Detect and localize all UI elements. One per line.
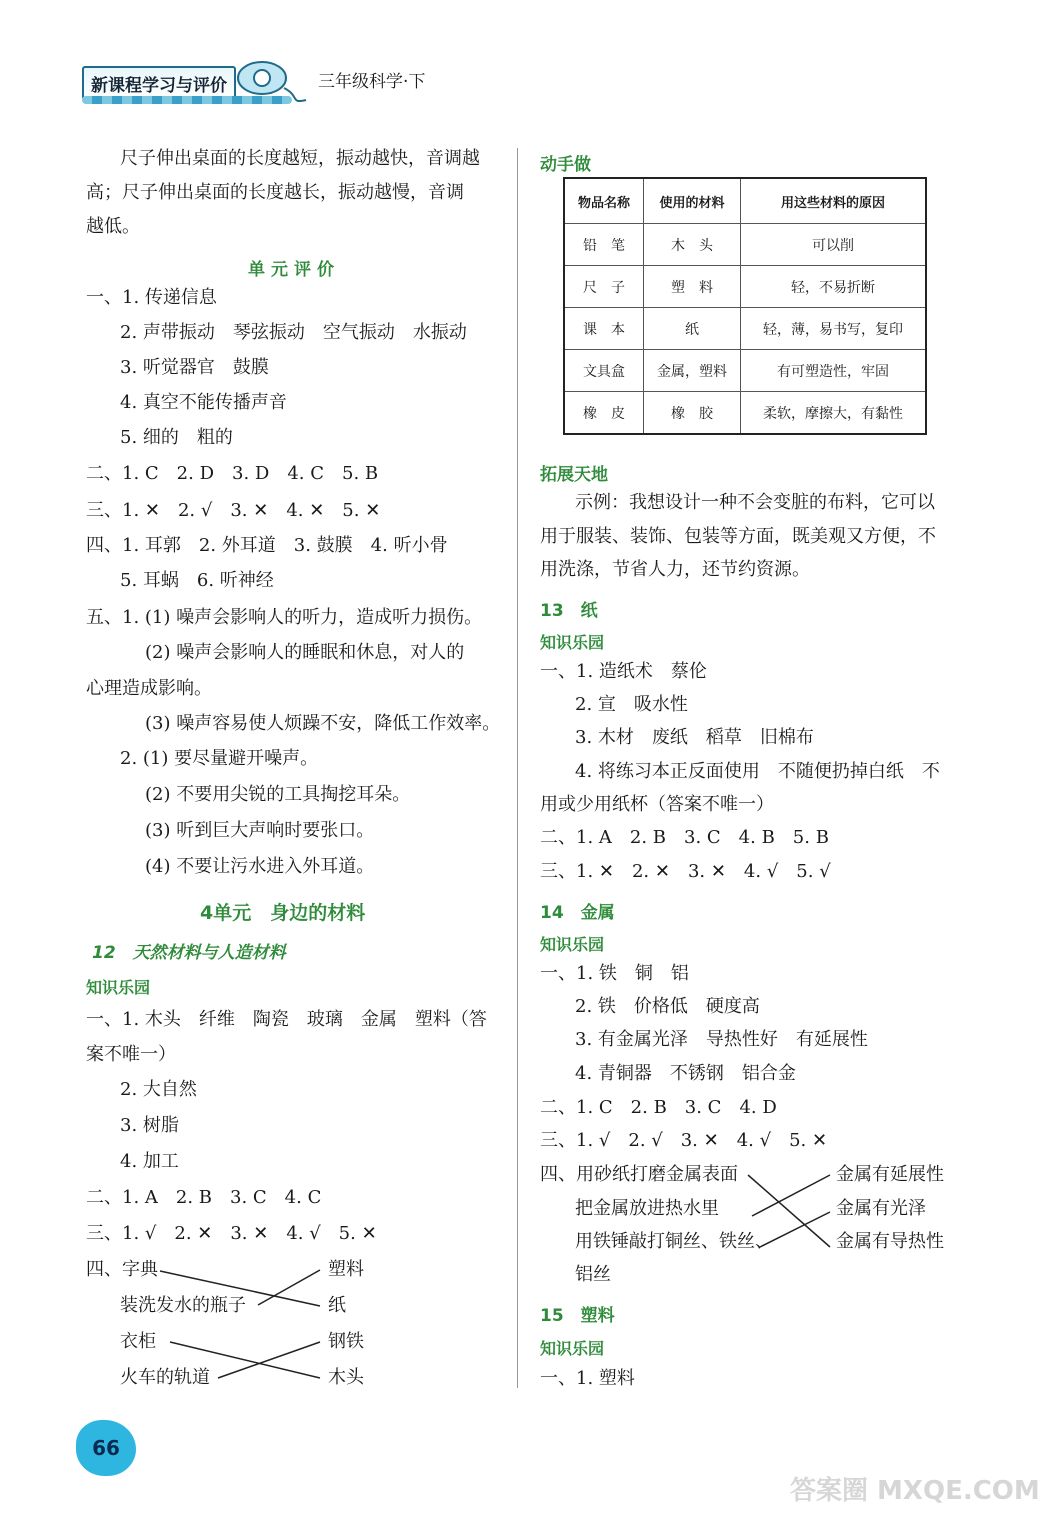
subheading-knowledge: 知识乐园 xyxy=(540,633,605,652)
table-cell: 尺 子 xyxy=(564,266,644,308)
answer-line: (4) 不要让污水进入外耳道。 xyxy=(145,856,375,877)
answer-line: 一、1. 木头 纤维 陶瓷 玻璃 金属 塑料（答 xyxy=(86,1009,487,1030)
match-right-item: 钢铁 xyxy=(328,1331,364,1352)
table-row xyxy=(564,392,926,435)
table-cell: 橡 皮 xyxy=(564,392,644,435)
table-header-cell: 用这些材料的原因 xyxy=(741,178,927,224)
answer-line: 三、1. ✕ 2. ✕ 3. ✕ 4. √ 5. √ xyxy=(540,861,831,882)
table-row xyxy=(564,224,926,266)
match-left-item: 把金属放进热水里 xyxy=(575,1198,719,1219)
table-cell: 塑 料 xyxy=(644,266,741,308)
match-left-item: 铝丝 xyxy=(575,1264,611,1285)
section-heading-unit-eval: 单元评价 xyxy=(248,260,340,280)
answer-line: 4. 将练习本正反面使用 不随便扔掉白纸 不 xyxy=(575,761,940,782)
answer-line: 5. 细的 粗的 xyxy=(120,427,233,448)
subheading-extend: 拓展天地 xyxy=(540,465,608,485)
table-cell: 轻，薄，易书写，复印 xyxy=(741,308,927,350)
table-cell: 柔软，摩擦大，有黏性 xyxy=(741,392,927,435)
answer-line: 3. 有金属光泽 导热性好 有延展性 xyxy=(575,1029,868,1050)
table-cell: 木 头 xyxy=(644,224,741,266)
answer-line: 案不唯一） xyxy=(86,1044,176,1065)
lesson-heading-13: 13 纸 xyxy=(540,601,598,621)
answer-line: (2) 不要用尖锐的工具掏挖耳朵。 xyxy=(145,784,411,805)
answer-line: 三、1. √ 2. √ 3. ✕ 4. √ 5. ✕ xyxy=(540,1130,828,1151)
answer-line: (3) 听到巨大声响时要张口。 xyxy=(145,820,375,841)
series-title: 新课程学习与评价 xyxy=(82,66,236,100)
paragraph-line: 越低。 xyxy=(86,216,140,237)
unit-heading: 4单元 身边的材料 xyxy=(200,902,366,924)
table-cell: 有可塑造性，牢固 xyxy=(741,350,927,392)
paragraph-line: 用于服装、装饰、包装等方面，既美观又方便，不 xyxy=(540,526,936,547)
page-number-badge: 66 xyxy=(76,1420,136,1476)
answer-line: 四、1. 耳郭 2. 外耳道 3. 鼓膜 4. 听小骨 xyxy=(86,535,448,556)
answer-line: 一、1. 传递信息 xyxy=(86,287,217,308)
match-right-item: 金属有延展性 xyxy=(836,1164,944,1185)
subheading-knowledge: 知识乐园 xyxy=(540,1339,605,1358)
answer-line: 二、1. C 2. D 3. D 4. C 5. B xyxy=(86,463,379,484)
answer-line: 一、1. 铁 铜 铝 xyxy=(540,963,689,984)
answer-line: 三、1. √ 2. ✕ 3. ✕ 4. √ 5. ✕ xyxy=(86,1223,377,1244)
paragraph-line: 尺子伸出桌面的长度越短，振动越快，音调越 xyxy=(120,148,480,169)
answer-line: 3. 木材 废纸 稻草 旧棉布 xyxy=(575,727,814,748)
match-left-item: 四、字典 xyxy=(86,1259,158,1280)
answer-line: 4. 真空不能传播声音 xyxy=(120,392,287,413)
answer-line: 4. 加工 xyxy=(120,1151,179,1172)
answer-line: 2. 铁 价格低 硬度高 xyxy=(575,996,760,1017)
watermark: 答案圈 MXQE.COM xyxy=(790,1476,1040,1506)
table-row xyxy=(564,350,926,392)
table-cell: 铅 笔 xyxy=(564,224,644,266)
match-left-item: 装洗发水的瓶子 xyxy=(120,1295,246,1316)
table-cell: 橡 胶 xyxy=(644,392,741,435)
answer-line: 2. 宣 吸水性 xyxy=(575,694,688,715)
answer-line: 2. 声带振动 琴弦振动 空气振动 水振动 xyxy=(120,322,467,343)
answer-line: (2) 噪声会影响人的睡眠和休息，对人的 xyxy=(145,642,465,663)
subheading-hands-on: 动手做 xyxy=(540,155,591,175)
match-right-item: 塑料 xyxy=(328,1259,364,1280)
table-header-row xyxy=(564,178,926,224)
table-cell: 文具盒 xyxy=(564,350,644,392)
lesson-heading-12: 12 天然材料与人造材料 xyxy=(92,943,286,963)
table-header-cell: 物品名称 xyxy=(564,178,644,224)
table-cell: 轻，不易折断 xyxy=(741,266,927,308)
answer-line: 五、1. (1) 噪声会影响人的听力，造成听力损伤。 xyxy=(86,607,483,628)
answer-line: 三、1. ✕ 2. √ 3. ✕ 4. ✕ 5. ✕ xyxy=(86,500,381,521)
answer-line: 3. 听觉器官 鼓膜 xyxy=(120,357,269,378)
answer-line: 二、1. A 2. B 3. C 4. B 5. B xyxy=(540,827,829,848)
table-row xyxy=(564,308,926,350)
match-left-item: 用铁锤敲打铜丝、铁丝、 xyxy=(575,1231,773,1252)
paragraph-line: 高；尺子伸出桌面的长度越长，振动越慢，音调 xyxy=(86,182,464,203)
table-cell: 金属，塑料 xyxy=(644,350,741,392)
match-left-item: 衣柜 xyxy=(120,1331,156,1352)
match-right-item: 纸 xyxy=(328,1295,346,1316)
table-cell: 纸 xyxy=(644,308,741,350)
answer-line: 2. 大自然 xyxy=(120,1079,197,1100)
materials-table xyxy=(563,177,927,435)
subheading-knowledge: 知识乐园 xyxy=(86,978,151,997)
answer-line: 2. (1) 要尽量避开噪声。 xyxy=(120,748,319,769)
subheading-knowledge: 知识乐园 xyxy=(540,935,605,954)
table-header-cell: 使用的材料 xyxy=(644,178,741,224)
match-right-item: 金属有光泽 xyxy=(836,1198,926,1219)
table-cell: 可以削 xyxy=(741,224,927,266)
match-right-item: 金属有导热性 xyxy=(836,1231,944,1252)
table-row xyxy=(564,266,926,308)
match-left-item: 火车的轨道 xyxy=(120,1367,210,1388)
answer-line: 二、1. A 2. B 3. C 4. C xyxy=(86,1187,322,1208)
answer-line: (3) 噪声容易使人烦躁不安，降低工作效率。 xyxy=(145,713,501,734)
answer-line: 二、1. C 2. B 3. C 4. D xyxy=(540,1097,777,1118)
match-left-item: 四、用砂纸打磨金属表面 xyxy=(540,1164,738,1185)
answer-line: 一、1. 塑料 xyxy=(540,1368,635,1389)
answer-line: 3. 树脂 xyxy=(120,1115,179,1136)
table-cell: 课 本 xyxy=(564,308,644,350)
answer-line: 4. 青铜器 不锈钢 铝合金 xyxy=(575,1063,796,1084)
match-right-item: 木头 xyxy=(328,1367,364,1388)
answer-line: 5. 耳蜗 6. 听神经 xyxy=(120,570,274,591)
lesson-heading-14: 14 金属 xyxy=(540,903,615,923)
answer-line: 用或少用纸杯（答案不唯一） xyxy=(540,794,774,815)
subject-title: 三年级科学·下 xyxy=(318,72,426,92)
lesson-heading-15: 15 塑料 xyxy=(540,1306,615,1326)
paragraph-line: 示例：我想设计一种不会变脏的布料，它可以 xyxy=(575,492,935,513)
paragraph-line: 用洗涤，节省人力，还节约资源。 xyxy=(540,559,810,580)
answer-line: 一、1. 造纸术 蔡伦 xyxy=(540,661,707,682)
answer-line: 心理造成影响。 xyxy=(86,678,212,699)
